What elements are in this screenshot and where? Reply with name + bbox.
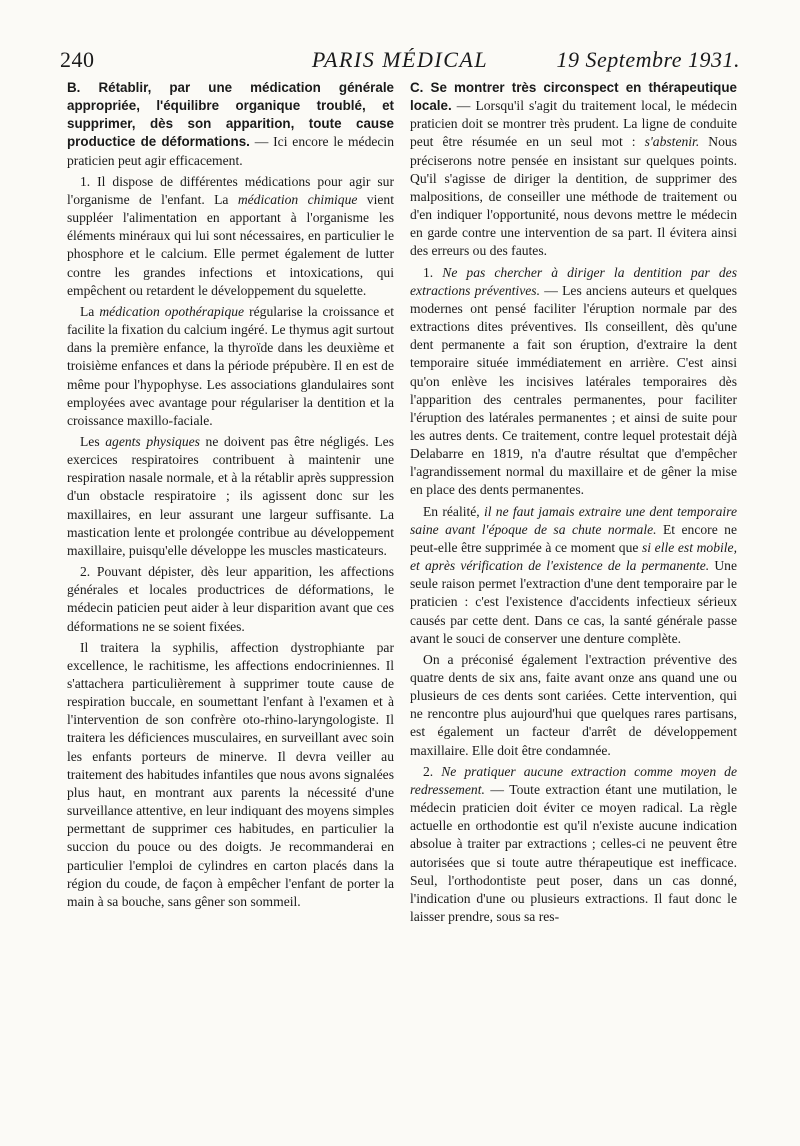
page-number: 240 [60, 47, 95, 72]
running-header [60, 47, 740, 77]
emphasis: agents physiques [105, 433, 200, 449]
left-column [67, 79, 394, 914]
journal-title: PARIS MÉDICAL [311, 47, 489, 72]
paragraph: 2. Ne pratiquer aucune extraction comme moyen de redressement. — Toute extraction étant une mutilation, le médecin praticien doit éviter ce moyen radical. La règle actuelle en orthodontie est qu'il n'existe aucune indication absolue à traiter par extractions ; celles-ci ne peuvent être autorisées que si toute autre thérapeutique est inefficace. Seul, l'orthodontiste peut poser, dans un cas donné, l'indication d'une ou plusieurs extractions. Il faut donc le laisser prendre, sous sa res- [410, 763, 737, 925]
paragraph: 1. Il dispose de différentes médications pour agir sur l'organisme de l'enfant. La médication chimique vient suppléer l'alimentation en apportant à l'organisme les éléments minéraux qui lui sont nécessaires, en particulier le phosphore et le calcium. Elle permet également de lutter contre les grandes infections et intoxications, qui empêchent ou retardent le développement du squelette. [67, 173, 394, 298]
section-c: C. Se montrer très circonspect en thérapeutique locale. — Lorsqu'il s'agit du traitement local, le médecin praticien doit se montrer très prudent. La ligne de conduite peut être résumée en un seul mot : s'abstenir. Nous préciserons notre pensée en insistant sur quelques points. Qu'il s'agisse de diriger la dentition, de supprimer des malpositions, de conseiller une méthode de traitement ou d'en indiquer l'opportunité, nous devons mettre le médecin en garde contre une intervention de sa part. Il évitera ainsi des erreurs ou des fautes. [410, 80, 737, 259]
paragraph: Les agents physiques ne doivent pas être négligés. Les exercices respiratoires contribuent à maintenir une respiration nasale normale, et à la rétablir après suppression d'un obstacle respiratoire ; ils agissent donc sur les maxillaires, en leur assurant une largeur suffisante. La mastication lente et prolongée contribue au développement maxillaire, puisqu'elle développe les muscles masticateurs. [67, 433, 394, 558]
subheading: Ne pratiquer aucune extraction comme moyen de redressement. [410, 763, 737, 797]
paragraph: 1. Ne pas chercher à diriger la dentition par des extractions préventives. — Les anciens auteurs et quelques modernes ont pensé faciliter l'éruption normale par des extractions dites préventives. Ils conseillent, dès qu'une dent permanente a fait son éruption, d'extraire la dent temporaire située immédiatement en arrière. C'est ainsi qu'on enlève les incisives latérales temporaires dès l'apparition des centrales permanentes, pour faciliter l'éruption des latérales permanentes ; et ainsi de suite pour les autres dents. Ce traitement, contre lequel protestait déjà Delabarre en 1819, n'a d'autre résultat que d'empêcher l'agrandissement normal du maxillaire et de gêner la mise en place des dents permanentes. [410, 264, 737, 498]
right-column [410, 79, 737, 929]
section-b-heading: Rétablir, par une médication générale appropriée, l'équilibre organique troublé, et supprimer, dès son apparition, toute cause productice de déformations. [67, 80, 394, 150]
paragraph: 2. Pouvant dépister, dès leur apparition, les affections générales et locales productrices de déformations, le médecin paticien peut aider à leur disparition avant que ces déformations ne se soient fixées. [67, 564, 394, 634]
section-c-label: C. [410, 80, 431, 95]
paragraph: On a préconisé également l'extraction préventive des quatre dents de six ans, faite avant onze ans quand une ou plusieurs de ces dents sont cariées. Cette intervention, qui ne rencontre plus aujourd'hui que quelques rares partisans, est également un facteur d'arrêt de développement maxillaire. Elle doit être condamnée. [410, 651, 737, 758]
section-b [67, 79, 394, 170]
emphasis: s'abstenir. [644, 134, 700, 150]
section-b-text: — Ici encore le médecin praticien peut agir efficacement. [67, 134, 395, 168]
emphasis: médication opothérapique [99, 303, 245, 319]
paragraph: Il traitera la syphilis, affection dystrophiante par excellence, le rachitisme, les affections endocriniennes. Il s'attachera particulièrement à supprimer toute cause de respiration buccale, en soumettant l'enfant à l'examen et à l'intervention de son confrère oto-rhino-laryngologiste. Il traitera les déficiences musculaires, en surveillant avec soin les enfants porteurs de minerve. Il devra veiller au traitement des habitudes infantiles que nous avons signalées plus haut, en montrant aux parents la nécessité d'une surveillance attentive, en leur indiquant des moyens simples permettant de supprimer ces habitudes, en particulier la succion du pouce ou des doigts. Je recommanderai en particulier l'emploi de cylindres en carton placés dans la région du coude, de façon à empêcher l'enfant de porter la main à sa bouche, sans gêner son sommeil. [67, 639, 394, 909]
section-c-heading: Se montrer très circonspect en thérapeutique locale. [410, 80, 737, 114]
paragraph: En réalité, il ne faut jamais extraire une dent temporaire saine avant l'époque de sa chute normale. Et encore ne peut-elle être supprimée à ce moment que si elle est mobile, et après vérification de l'existence de la permanente. Une seule raison permet l'extraction d'une dent temporaire par le praticien : c'est l'existence d'accidents infectieux sérieux causés par cette dent. Dans ce cas, la santé générale passe avant le souci de conserver une denture complète. [410, 503, 737, 646]
subheading: Ne pas chercher à diriger la dentition par des extractions préventives. [410, 264, 737, 298]
emphasis: médication chimique [237, 191, 358, 207]
issue-date: 19 Septembre 1931. [556, 47, 740, 72]
emphasis: si elle est mobile, et après vérification de l'existence de la permanente. [410, 539, 737, 574]
section-b-label: B. [67, 80, 99, 95]
emphasis: il ne faut jamais extraire une dent temporaire saine avant l'époque de sa chute normale. [410, 503, 737, 537]
paragraph: La médication opothérapique régularise la croissance et facilite la fixation du calcium ingéré. Le thymus agit surtout dans la première enfance, la thyroïde dans les deuxième et troisième enfances et dans la période prépubère. Il en est de même pour l'hypophyse. Les associations glandulaires sont employées avec avantage pour régulariser la dentition et la croissance maxillo-faciale. [67, 303, 394, 428]
